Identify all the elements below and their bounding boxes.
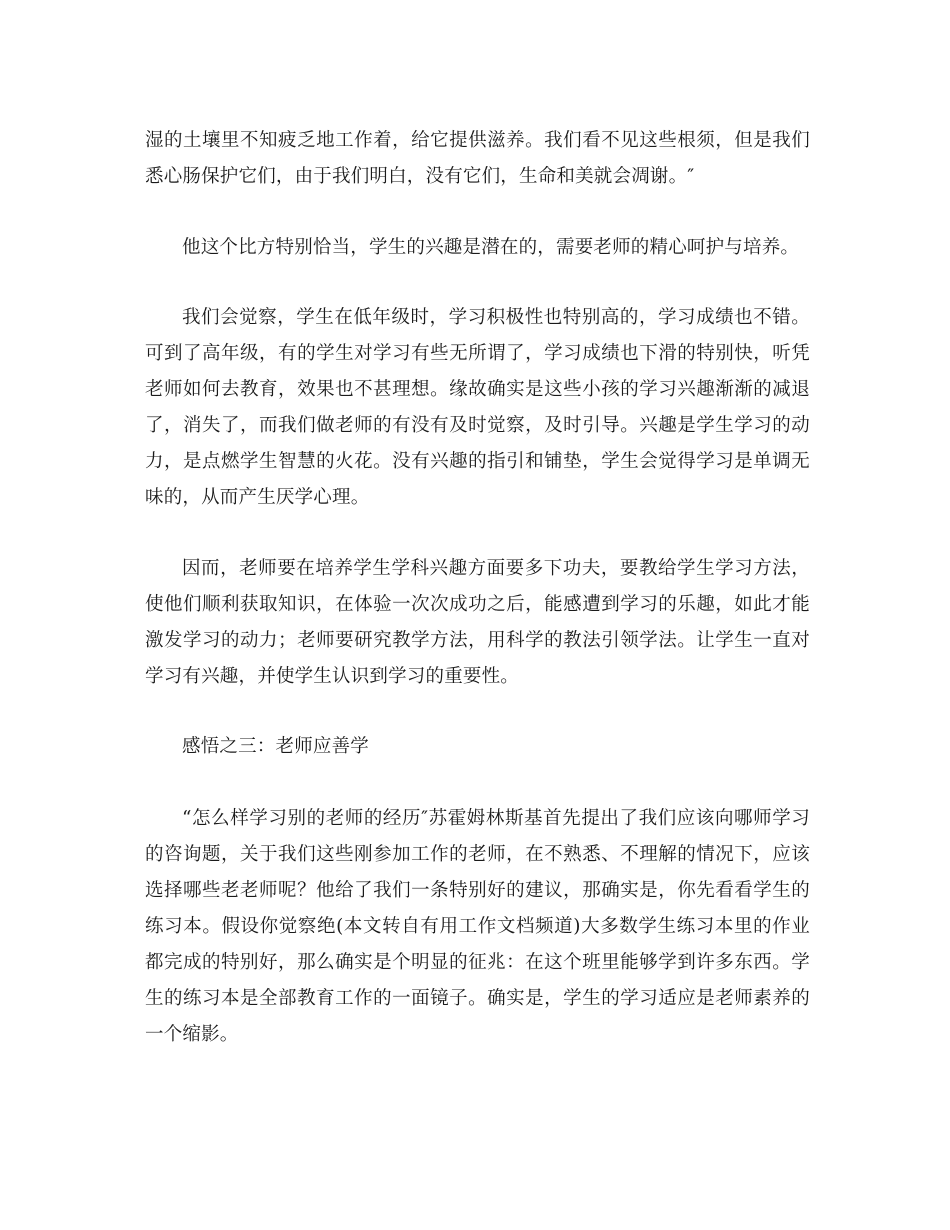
- section-heading: 感悟之三：老师应善学: [182, 736, 370, 757]
- paragraph: 因而，老师要在培养学生学科兴趣方面要多下功夫，要教给学生学习方法，使他们顺利获取知识，在体验一次次成功之后，能感遭到学习的乐趣，如此才能激发学习的动力；老师要研究教学方法，用科学的教法引领学法。让学生一直对学习有兴趣，并使学生认识到学习的重要性。: [145, 558, 810, 687]
- paragraph-continued: 湿的土壤里不知疲乏地工作着，给它提供滋养。我们看不见这些根须，但是我们悉心肠保护它们，由于我们明白，没有它们，生命和美就会凋谢。″: [145, 130, 810, 187]
- paragraph: 他这个比方特别恰当，学生的兴趣是潜在的，需要老师的精心呵护与培养。: [182, 237, 800, 258]
- paragraph: 我们会觉察，学生在低年级时，学习积极性也特别高的，学习成绩也不错。可到了高年级，有的学生对学习有些无所谓了，学习成绩也下滑的特别快，听凭老师如何去教育，效果也不甚理想。缘故确实是这些小孩的学习兴趣渐渐的减退了，消失了，而我们做老师的有没有及时觉察，及时引导。兴趣是学生学习的动力，是点燃学生智慧的火花。没有兴趣的指引和铺垫，学生会觉得学习是单调无味的，从而产生厌学心理。: [145, 307, 810, 508]
- paragraph: “怎么样学习别的老师的经历″苏霍姆林斯基首先提出了我们应该向哪师学习的咨询题，关于我们这些刚参加工作的老师，在不熟悉、不理解的情况下，应该选择哪些老老师呢？他给了我们一条特别好的建议，那确实是，你先看看学生的练习本。假设你觉察绝(本文转自有用工作文档频道)大多数学生练习本里的作业都完成的特别好，那么确实是个明显的征兆：在这个班里能够学到许多东西。学生的练习本是全部教育工作的一面镜子。确实是，学生的学习适应是老师素养的一个缩影。: [145, 808, 810, 1045]
